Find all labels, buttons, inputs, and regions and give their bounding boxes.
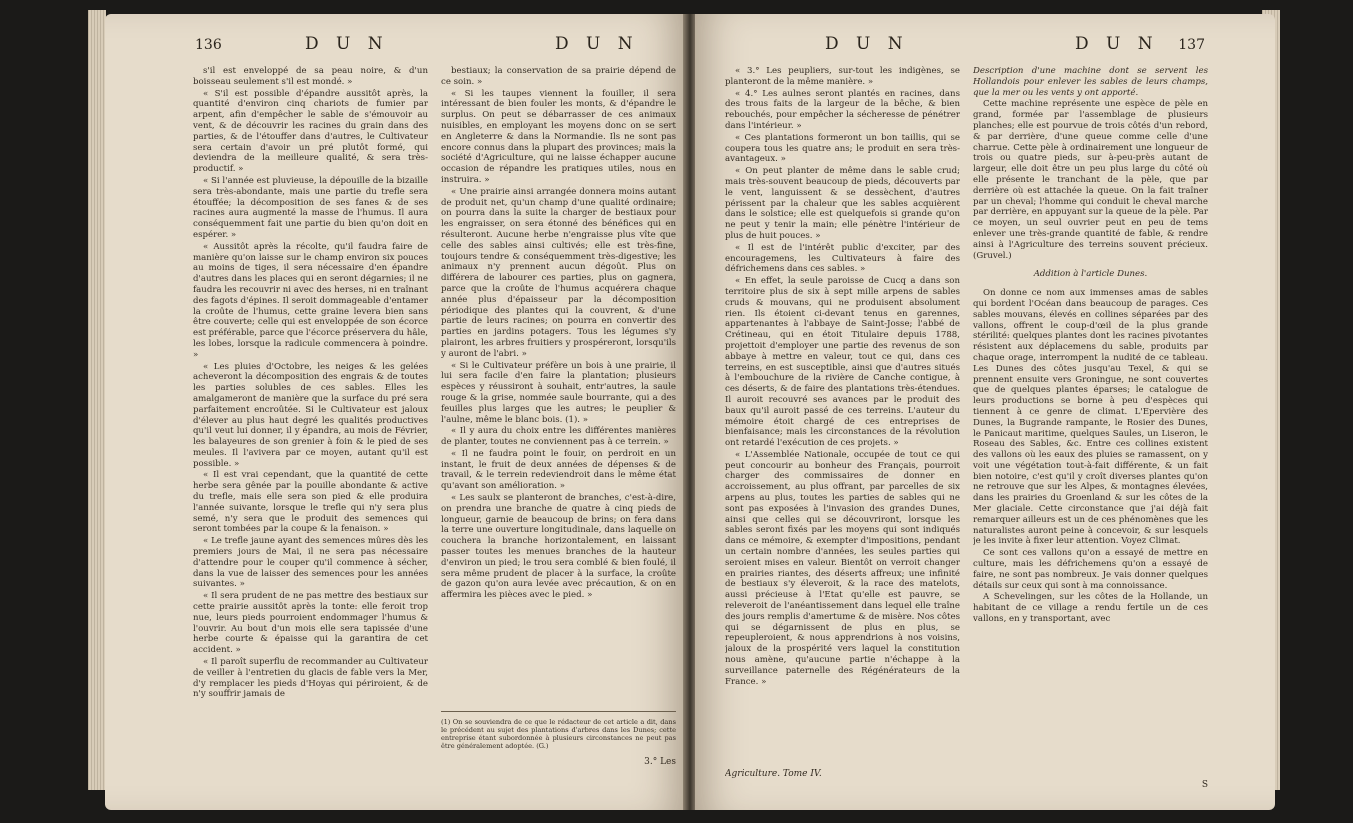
section-title: Description d'une machine dont se servent les Hollandois pour enlever les sables de leurs champs, que la mer ou les vents y ont apporté. — [973, 66, 1208, 98]
paragraph: bestiaux; la conservation de sa prairie dépend de ce soin. » — [441, 66, 676, 87]
paragraph: « 4.° Les aulnes seront plantés en racines, dans des trous faits de la largeur de la bêche, & bien rebouchés, pour empêcher la sécheresse de pénétrer dans l'intérieur. » — [725, 88, 960, 131]
left-page — [105, 14, 685, 810]
paragraph: « Les saulx se planteront de branches, c'est-à-dire, on prendra une branche de quatre à cinq pieds de longueur, garnie de beaucoup de brins; on fera dans la terre une ouverture longitudinale, dans laquelle on couchera la branche horizontalement, en laissant passer toutes les menues branches de la hauteur d'environ un pied; le trou sera comblé & bien foulé, il sera même prudent de placer à la surface, la croûte de gazon qu'on aura levée avec précaution, & on en affermira les pièces avec le pied. » — [441, 493, 676, 601]
paragraph: « Il ne faudra point le fouir, on perdroit en un instant, le fruit de deux années de dépenses & de travail, & le terrein redeviendroit dans le même état qu'avant son amélioration. » — [441, 448, 676, 492]
gathering-signature: S — [1201, 780, 1208, 790]
paragraph: s'il est enveloppé de sa peau noire, & d'un boisseau seulement s'il est mondé. » — [193, 66, 428, 87]
volume-signature: Agriculture. Tome IV. — [725, 769, 822, 780]
paragraph: « 3.° Les peupliers, sur-tout les indigènes, se planteront de la même manière. » — [725, 66, 960, 87]
paragraph: « Il est de l'intérêt public d'exciter, par des encouragemens, les Cultivateurs à faire des défrichemens dans ces sables. » — [725, 242, 960, 275]
paragraph: « Il est vrai cependant, que la quantité de cette herbe sera gênée par la pouille abondante & active du trefle, mais elle sera son pied & elle produira l'année suivante, lorsque le trefle qui n'y sera plus semé, n'y sera que le produit des semences qui seront tombées par la coupe & la fenaison. » — [193, 470, 428, 535]
paragraph: « Une prairie ainsi arrangée donnera moins autant de produit net, qu'un champ d'une qualité ordinaire; on pourra dans la suite la charger de bestiaux pour les engraisser, on sera étonné des bénéfices qui en résulteront. Aucune herbe n'engraisse plus vîte que celle des sables ainsi cultivés; elle est très-fine, toujours tendre & conséquemment très-digestive; les animaux n'y prennent aucun dégoût. Plus on différera de labourer ces parties, plus on gagnera, parce que la croûte de l'humus acquérera chaque année plus d'épaisseur par la décomposition périodique des plantes qui la couvrent, & d'une partie de leurs racines; on pourra en convertir des parties en jardins potagers. Tous les légumes s'y plairont, les arbres fruitiers y prospéreront, lorsqu'ils y auront de l'abri. » — [441, 186, 676, 359]
paragraph: Ce sont ces vallons qu'on a essayé de mettre en culture, mais les défrichemens qu'on a essayé de faire, ne sont pas nombreux. Je vais donner quelques détails sur ceux qui sont à ma connoissance. — [973, 548, 1208, 591]
running-head: D U N — [1075, 34, 1159, 54]
left-page-header — [195, 34, 645, 60]
right-page-header — [735, 34, 1205, 60]
paragraph: « Si le Cultivateur préfère un bois à une prairie, il lui sera facile d'en faire la plantation; plusieurs espèces y réussiront à souhait, entr'autres, la saule rouge & la grise, nommée saule bourrante, qui a des feuilles plus larges que les autres; le peuplier & l'aulne, même le blanc bois. (1). » — [441, 360, 676, 425]
paragraph: « S'il est possible d'épandre aussitôt après, la quantité d'environ cinq chariots de fumier par arpent, afin d'empêcher le sable de s'émouvoir au vent, & de découvrir les racines du grain dans des parties, & de l'étouffer dans d'autres, le Cultivateur sera certain d'avoir un pré plutôt formé, qui deviendra de la meilleure qualité, & sera très-productif. » — [193, 88, 428, 175]
paragraph: « Le trefle jaune ayant des semences mûres dès les premiers jours de Mai, il ne sera pas nécessaire d'attendre pour le couper qu'il commence à sécher, dans la vue de laisser des semences pour les années suivantes. » — [193, 536, 428, 590]
paragraph: Cette machine représente une espèce de pèle en grand, formée par l'assemblage de plusieurs planches; elle est pourvue de trois côtés d'un rebord, & par derrière, d'une queue comme celle d'une charrue. Cette pèle à ordinairement une longueur de trois ou quatre pieds, sur à-peu-près autant de largeur, elle doit être un peu plus large du côté où elle présente le tranchant de la pèle, que par derrière où est attachée la queue. On la fait traîner par un cheval; l'homme qui conduit le cheval marche par derrière, en appuyant sur la queue de la pèle. Par ce moyen, un seul ouvrier peut en peu de tems enlever une très-grande quantité de fable, & rendre ainsi à l'Agriculture des terreins souvent précieux. (Gruvel.) — [973, 99, 1208, 261]
paragraph: « Aussitôt après la récolte, qu'il faudra faire de manière qu'on laisse sur le champ environ six pouces au moins de tiges, il sera nécessaire d'en épandre d'autres dans les places qui en seront dégarnies; il ne faudra les recouvrir ni avec des herses, ni en traînant des fagots d'épines. Il seroit dommageable d'entamer la croûte de l'humus, cette graine levera bien sans être couverte; celle qui est enveloppée de son écorce est préférable, parce que l'écorce préservera du hâle, les lobes, lorsque la radicule commencera à poindre. » — [193, 241, 428, 360]
signature-line — [725, 769, 960, 780]
text-column — [441, 66, 676, 790]
running-head: D U N — [305, 34, 389, 54]
text-column — [973, 66, 1208, 790]
running-head: D U N — [555, 34, 639, 54]
paragraph: « Il sera prudent de ne pas mettre des bestiaux sur cette prairie aussitôt après la tonte: elle feroit trop nue, leurs pieds pourroient endommager l'humus & l'ouvrir. Au bout d'un mois elle sera tapissée d'une herbe courte & épaisse qui la garantira de cet accident. » — [193, 591, 428, 656]
paragraph: A Schevelingen, sur les côtes de la Hollande, un habitant de ce village a rendu fertile un de ces vallons, en y transportant, avec — [973, 592, 1208, 625]
text-column — [193, 66, 428, 790]
catchword: 3.° Les — [644, 757, 676, 768]
page-number: 136 — [195, 37, 222, 53]
paragraph: « En effet, la seule paroisse de Cucq a dans son territoire plus de six à sept mille arpens de sables cruds & mouvans, qui ne produisent absolument rien. Ils étoient ci-devant tenus en garennes, appartenantes à l'abbaye de Saint-Josse; l'abbé de Crétineau, qui en étoit Titulaire depuis 1788, projettoit d'employer une partie des revenus de son abbaye à mettre en valeur, tout ce qui, dans ces terreins, en est susceptible, ainsi que d'autres situés à l'embouchure de la rivière de Canche contigue, à ces déserts, & de faire des plantations très-étendues. Il auroit recouvré ses avances par le produit des baux qu'il auroit passé de ces terreins. L'auteur du mémoire étoit chargé de ces entreprises de bienfaisance; mais les circonstances de la révolution ont retardé l'exécution de ces projets. » — [725, 276, 960, 449]
paragraph: « Si l'année est pluvieuse, la dépouille de la bizaille sera très-abondante, mais une partie du trefle sera étouffée; la décomposition de ses fanes & de ses racines aura augmenté la masse de l'humus. Il aura conséquemment fait une partie du bien qu'on doit en espérer. » — [193, 175, 428, 240]
running-head: D U N — [825, 34, 909, 54]
left-page-body — [193, 66, 676, 790]
paragraph: « Les pluies d'Octobre, les neiges & les gelées acheveront la décomposition des engrais & de toutes les parties solubles de ces sables. Elles les amalgameront de manière que la surface du pré sera parfaitement encroûtée. Si le Cultivateur est jaloux d'élever au plus haut degré les qualités productives qu'il veut lui donner, il y épandra, au mois de Février, les balayeures de son grenier à foin & le pied de ses meules. Il l'avivera par ce moyen, autant qu'il est possible. » — [193, 361, 428, 469]
paragraph: « Il paroît superflu de recommander au Cultivateur de veiller à l'entretien du glacis de fable vers la Mer, d'y remplacer les pieds d'Hoyas qui périroient, & de n'y souffrir jamais de — [193, 657, 428, 700]
page-number: 137 — [1178, 37, 1205, 53]
paragraph: « On peut planter de même dans le sable crud; mais très-souvent beaucoup de pieds, découverts par le vent, languissent & se dessèchent, d'autres périssent par la chaleur que les sables acquièrent dans le solstice; elle est quelquefois si grande qu'on ne peut y tenir la main; elle pénètre l'intérieur de plus de huit pouces. » — [725, 166, 960, 241]
section-subtitle: Addition à l'article Dunes. — [1033, 269, 1148, 280]
open-book — [105, 14, 1280, 810]
paragraph: « Ces plantations formeront un bon taillis, qui se coupera tous les quatre ans; le produit en sera très-avantageux. » — [725, 132, 960, 165]
right-page-body — [725, 66, 1208, 790]
paragraph: On donne ce nom aux immenses amas de sables qui bordent l'Océan dans beaucoup de parages. Ces sables mouvans, élevés en collines séparées par des vallons, offrent le coup-d'œil de la plus grande stérilité: quelques plantes dont les racines pivotantes résistent aux déplacemens du sable, produits par chaque orage, interrompent la nudité de ce tableau. Les Dunes des côtes jusqu'au Texel, & qui se prennent ensuite vers Groningue, ne sont couvertes que de quelques plantes éparses; le catalogue de leurs productions se borne à peu d'espèces qui tiennent à ce genre de climat. L'Epervière des Dunes, la Bugrande rampante, le Rosier des Dunes, le Panicaut maritime, quelques Saules, un Liseron, le Roseau des Sables, &c. Entre ces collines existent des vallons où les eaux des pluies se ramassent, on y voit une végétation tout-à-fait différente, & un fait bien notoire, c'est qu'il y croît diverses plantes qu'on ne retrouve que sur les Alpes, & montagnes élevées, dans les prairies du Groenland & sur les côtes de la Mer glaciale. Cette circonstance que j'ai déjà fait remarquer ailleurs est un de ces phénomènes que les naturalistes auront peine à concevoir, & sur lesquels je les invite à fixer leur attention. Voyez Climat. — [973, 288, 1208, 547]
right-page — [695, 14, 1275, 810]
paragraph: « Il y aura du choix entre les différentes manières de planter, toutes ne conviennent pas à ce terrein. » — [441, 426, 676, 448]
page-edges-left — [88, 10, 106, 790]
paragraph: « Si les taupes viennent la fouiller, il sera intéressant de bien fouler les monts, & d'épandre le surplus. On peut se débarrasser de ces animaux nuisibles, en employant les moyens donc on se sert en Angleterre & dans la Normandie. Ils ne sont pas encore connus dans la plupart des provinces; mais la société d'Agriculture, qui ne laisse échapper aucune occasion de répandre les pratiques utiles, nous en instruira. » — [441, 88, 676, 185]
footnote: (1) On se souviendra de ce que le rédacteur de cet article a dit, dans le précédent au sujet des plantations d'arbres dans les Dunes; cette entreprise étant subordonnée à plusieurs circonstances ne peut pas être généralement adoptée. (G.) — [441, 711, 676, 750]
text-column — [725, 66, 960, 790]
paragraph: « L'Assemblée Nationale, occupée de tout ce qui peut concourir au bonheur des Français, pourroit charger des commissaires de donner en accroissement, au plus offrant, par parcelles de six arpens au plus, toutes les parties de sables qui ne sont pas exposées à l'invasion des grandes Dunes, ainsi que celles qui se découvriront, lorsque les sables seront fixés par les moyens qui sont indiqués dans ce mémoire, & exempter d'impositions, pendant un certain nombre d'années, les seules parties qui seroient mises en valeur. Bientôt on verroit changer en prairies riantes, des déserts affreux; une infinité de bestiaux s'y éleveroit, & la race des matelots, aussi précieuse à l'Etat qu'elle est pauvre, se releveroit de l'anéantissement dans lequel elle traîne des jours remplis d'amertume & de misère. Nos côtes qui se dégarnissent de plus en plus, se repeupleroient, & nous apprendrions à nos voisins, jaloux de la prospérité vers laquel la constitution nous amène, qu'aucune partie n'échappe à la surveillance paternelle des Régénérateurs de la France. » — [725, 449, 960, 687]
